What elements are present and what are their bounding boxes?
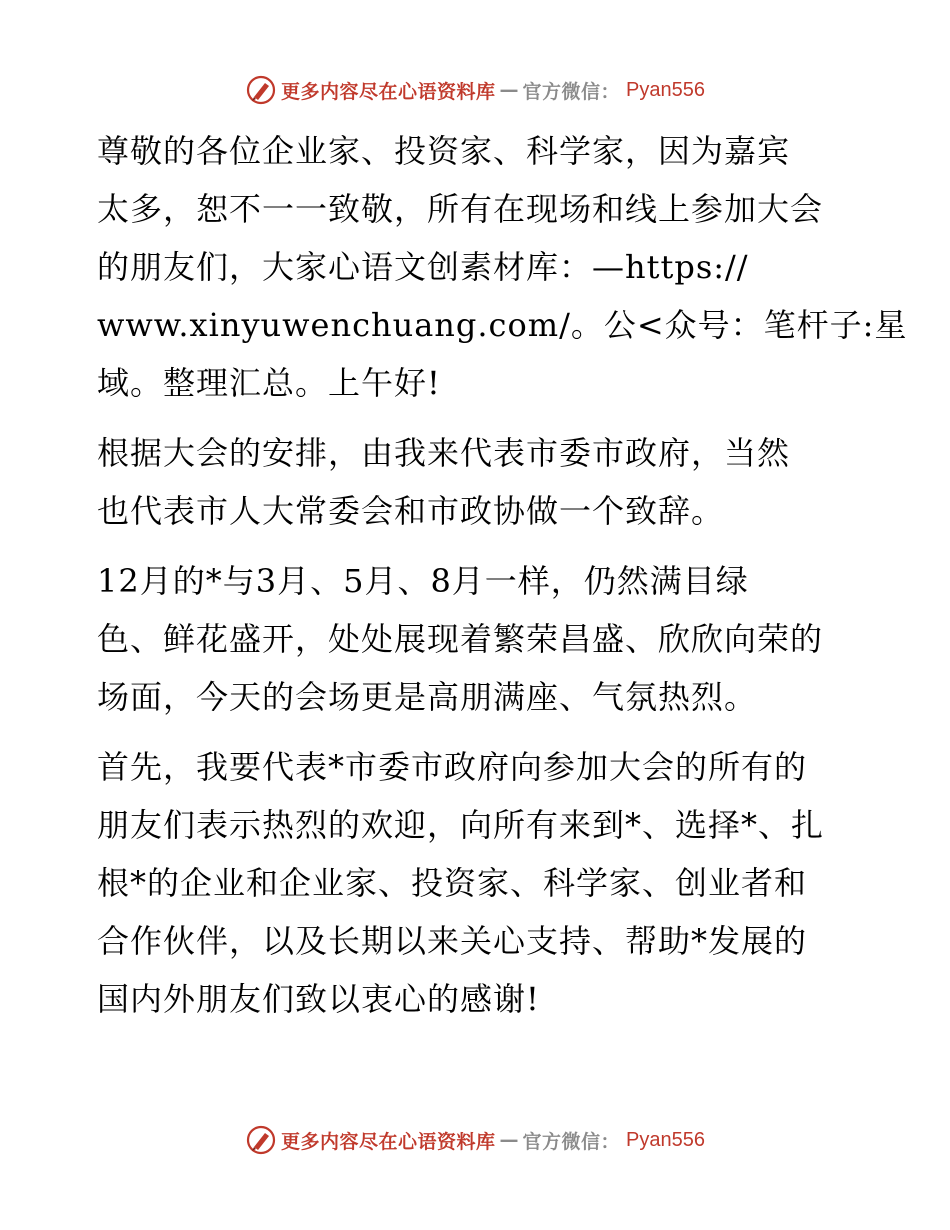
paragraph-line: 国内外朋友们致以衷心的感谢!: [97, 980, 540, 1018]
document-body: [97, 122, 908, 1040]
paragraph-line: 尊敬的各位企业家、投资家、科学家，因为嘉宾: [97, 132, 791, 170]
paragraph-line: 的朋友们，大家心语文创素材库：—https://: [97, 248, 749, 286]
header-banner-text: 更多内容尽在心语资料库: [281, 80, 496, 103]
footer-contact-label: 官方微信：: [522, 1130, 621, 1153]
paragraph-line: 朋友们表示热烈的欢迎，向所有来到*、选择*、扎: [97, 806, 825, 844]
paragraph-4: [97, 738, 857, 1028]
paragraph-line: 太多，恕不一一致敬，所有在现场和线上参加大会: [97, 190, 824, 228]
paragraph-line: 也代表市人大常委会和市政协做一个致辞。: [97, 492, 725, 530]
paragraph-line: 色、鲜花盛开，处处展现着繁荣昌盛、欣欣向荣的: [97, 620, 824, 658]
paragraph-line: 根*的企业和企业家、投资家、科学家、创业者和: [97, 864, 808, 902]
paragraph-2: [97, 424, 857, 540]
footer-banner: [0, 1120, 950, 1160]
header-contact-label: 官方微信：: [522, 80, 621, 103]
header-banner-dash: —: [499, 79, 519, 101]
footer-banner-inner: [245, 1124, 705, 1156]
header-contact-id: Pyan556: [626, 78, 705, 101]
footer-banner-text: 更多内容尽在心语资料库: [281, 1130, 496, 1153]
paragraph-line: 首先，我要代表*市委市政府向参加大会的所有的: [97, 748, 808, 786]
footer-contact-id: Pyan556: [626, 1128, 705, 1151]
paragraph-line: 场面，今天的会场更是高朋满座、气氛热烈。: [97, 678, 758, 716]
paragraph-line: 合作伙伴，以及长期以来关心支持、帮助*发展的: [97, 922, 808, 960]
header-banner-inner: [245, 74, 705, 106]
paragraph-line: 域。整理汇总。上午好!: [97, 364, 441, 402]
paragraph-line: 根据大会的安排，由我来代表市委市政府，当然: [97, 434, 791, 472]
pen-logo-icon: [245, 74, 277, 106]
header-banner: [0, 70, 950, 110]
paragraph-1: [97, 122, 908, 412]
pen-logo-icon: [245, 1124, 277, 1156]
paragraph-line: 12月的*与3月、5月、8月一样，仍然满目绿: [97, 562, 749, 600]
footer-banner-dash: —: [499, 1129, 519, 1151]
paragraph-line: www.xinyuwenchuang.com/。公<众号：笔杆子:星: [97, 306, 908, 344]
paragraph-3: [97, 552, 857, 726]
